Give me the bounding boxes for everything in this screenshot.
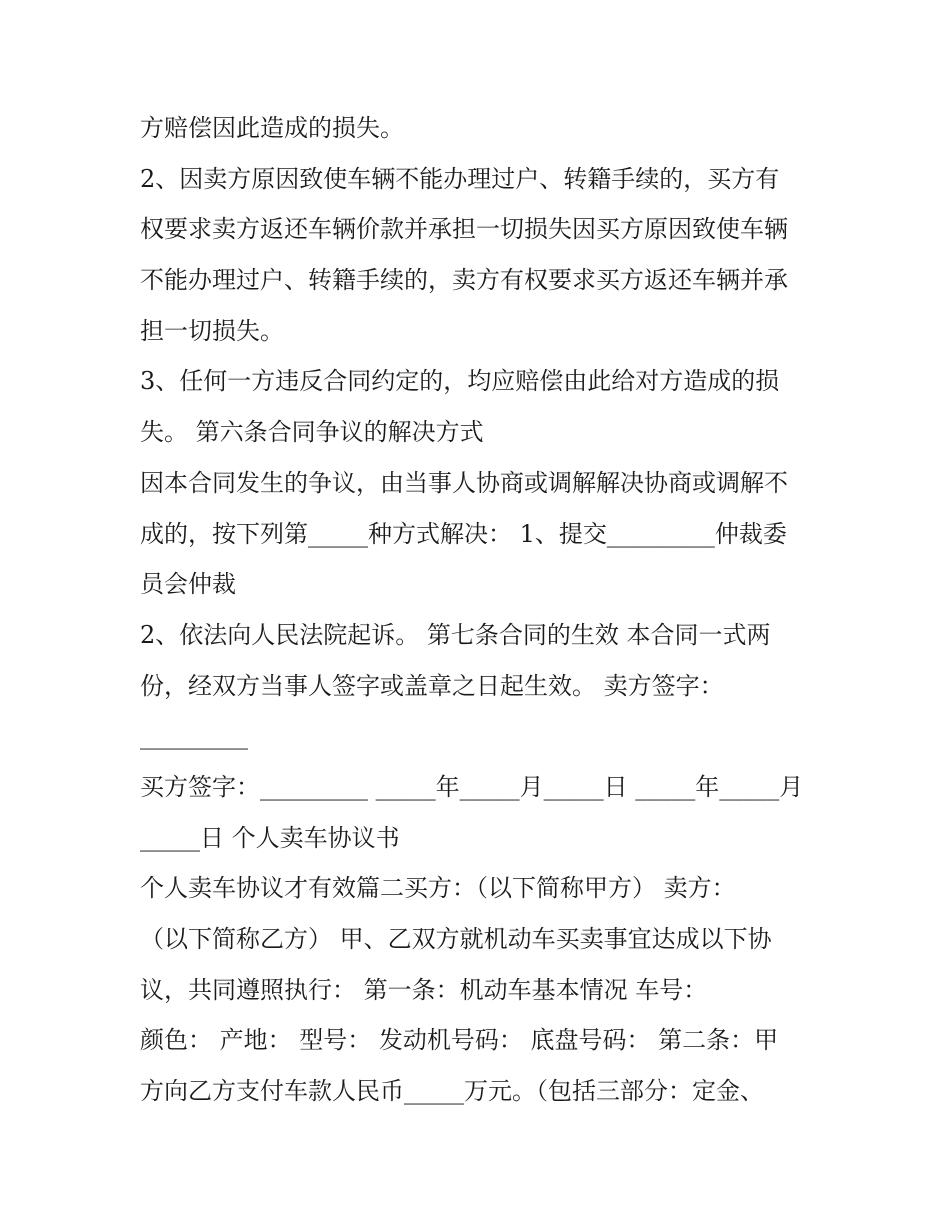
text-line: 担一切损失。 [140, 316, 284, 345]
signature-blank-line: _________ [140, 722, 248, 751]
text-line: 不能办理过户、转籍手续的，卖方有权要求买方返还车辆并承 [140, 266, 788, 295]
text-line: 份，经双方当事人签字或盖章之日起生效。 卖方签字： [140, 671, 724, 700]
text-line: 议，共同遵照执行： 第一条：机动车基本情况 车号： [140, 975, 708, 1004]
text-line: 失。 第六条合同争议的解决方式 [140, 418, 484, 447]
text-line: 2、依法向人民法院起诉。 第七条合同的生效 本合同一式两 [140, 620, 771, 649]
text-line: 方赔偿因此造成的损失。 [140, 114, 404, 142]
text-line: 买方签字：_________ _____年_____月_____日 _____年_____月 [140, 772, 804, 801]
text-line: _____日 个人卖车协议书 [140, 823, 400, 852]
text-line: 方向乙方支付车款人民币_____万元。（包括三部分：定金、 [140, 1077, 764, 1106]
text-line: 员会仲裁 [140, 570, 236, 599]
text-line: 因本合同发生的争议，由当事人协商或调解解决协商或调解不 [140, 468, 788, 497]
text-line: 颜色： 产地： 型号： 发动机号码： 底盘号码： 第二条：甲 [140, 1026, 779, 1055]
text-line: 3、任何一方违反合同约定的，均应赔偿由此给对方造成的损 [140, 367, 780, 396]
text-line: （以下简称乙方） 甲、乙双方就机动车买卖事宜达成以下协 [140, 925, 772, 953]
text-line: 2、因卖方原因致使车辆不能办理过户、转籍手续的，买方有 [140, 164, 780, 193]
text-line: 成的，按下列第_____种方式解决： 1、提交_________仲裁委 [140, 519, 787, 548]
contract-text [140, 103, 830, 1117]
text-line: 个人卖车协议才有效篇二买方：（以下简称甲方） 卖方： [140, 874, 736, 903]
text-line: 权要求卖方返还车辆价款并承担一切损失因买方原因致使车辆 [140, 215, 788, 244]
